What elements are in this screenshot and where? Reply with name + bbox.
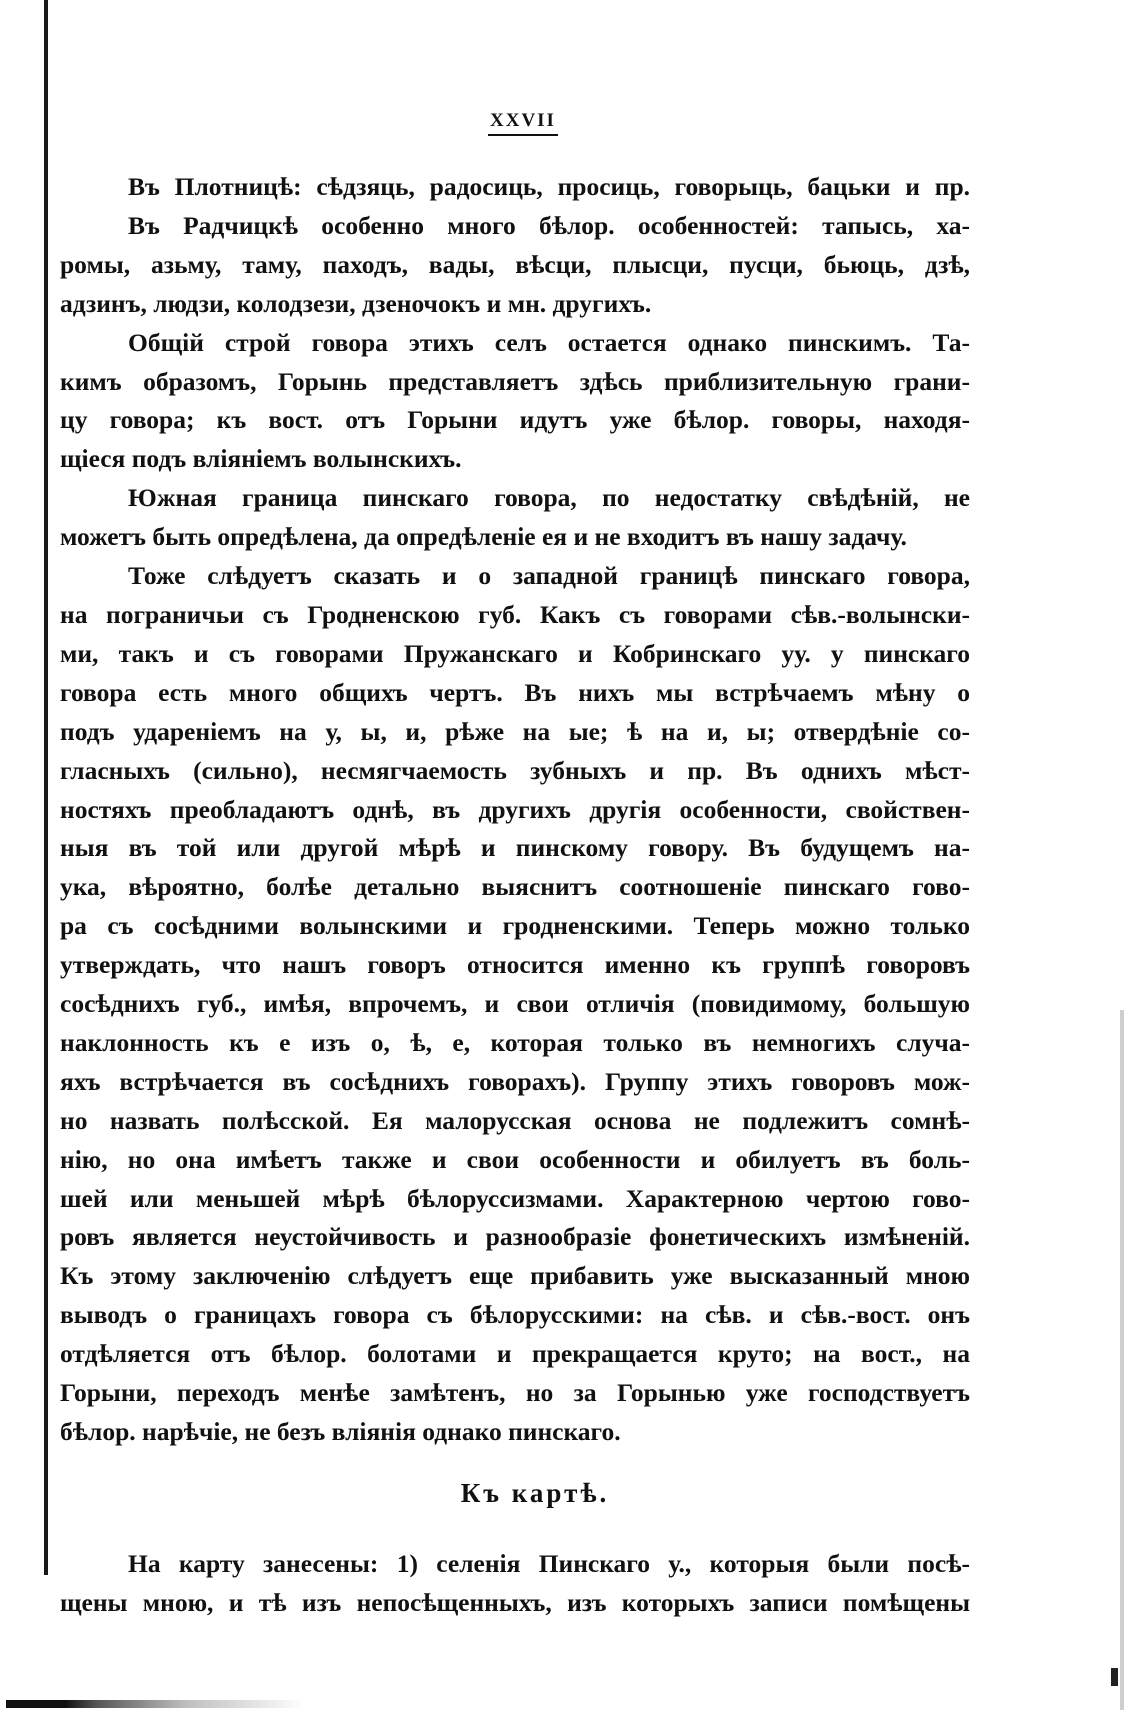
text-line: ука, вѣроятно, болѣе детально выяснитъ соотношеніе пинскаго гово- xyxy=(60,872,970,902)
text-line: адзинъ, людзи, колодзези, дзеночокъ и мн. другихъ. xyxy=(60,288,652,318)
text-line: На карту занесены: 1) селенія Пинскаго у., которыя были посѣ- xyxy=(128,1548,970,1578)
text-line: подъ удареніемъ на у, ы, и, рѣже на ые; ѣ на и, ы; отвердѣніе со- xyxy=(60,716,970,746)
text-line: на пограничьи съ Гродненскою губ. Какъ съ говорами сѣв.-волынски- xyxy=(60,599,970,629)
paragraph xyxy=(60,557,970,1452)
text-line: ностяхъ преобладаютъ однѣ, въ другихъ другія особенности, свойствен- xyxy=(60,794,970,824)
text-line: говора есть много общихъ чертъ. Въ нихъ мы встрѣчаемъ мѣну о xyxy=(60,677,970,707)
text-line: ми, такъ и съ говорами Пружанскаго и Кобринскаго уу. у пинскаго xyxy=(60,638,970,668)
text-line: Южная граница пинскаго говора, по недостатку свѣдѣній, не xyxy=(128,483,970,513)
binding-mark xyxy=(44,880,47,910)
text-line: яхъ встрѣчается въ сосѣднихъ говорахъ). Группу этихъ говоровъ мож- xyxy=(60,1066,970,1096)
text-line: отдѣляется отъ бѣлор. болотами и прекращается круто; на вост., на xyxy=(60,1339,970,1369)
section-heading: Къ картѣ. xyxy=(460,1477,610,1508)
text-line: ромы, азьму, таму, паходъ, вады, вѣсци, плысци, пусци, бьюць, дзѣ, xyxy=(60,249,970,279)
page-binding-edge xyxy=(44,0,48,1575)
text-line: бѣлор. нарѣчіе, не безъ вліянія однако пинскаго. xyxy=(60,1417,621,1446)
text-line: Въ Радчицкѣ особенно много бѣлор. особенностей: тапысь, ха- xyxy=(128,210,970,240)
page-edge-shadow xyxy=(1120,1010,1124,1710)
page-edge-mark xyxy=(1111,1668,1118,1686)
text-line: но назвать полѣсской. Ея малорусская основа не подлежитъ сомнѣ- xyxy=(60,1105,970,1135)
binding-mark xyxy=(44,410,47,450)
text-line: нію, но она имѣетъ также и свои особенности и обилуетъ въ боль- xyxy=(60,1144,970,1174)
paragraph xyxy=(60,324,970,480)
text-line: шей или меньшей мѣрѣ бѣлоруссизмами. Характерною чертою гово- xyxy=(60,1183,970,1213)
text-line: Общій строй говора этихъ селъ остается однако пинскимъ. Та- xyxy=(128,327,970,357)
text-line: цу говора; къ вост. отъ Горыни идутъ уже бѣлор. говоры, находя- xyxy=(60,405,970,435)
text-line: щены мною, и тѣ изъ непосѣщенныхъ, изъ которыхъ записи помѣщены xyxy=(60,1587,970,1617)
text-line: ныя въ той или другой мѣрѣ и пинскому говору. Въ будущемъ на- xyxy=(60,833,970,863)
text-line: ра съ сосѣдними волынскими и гродненскими. Теперь можно только xyxy=(60,911,970,941)
text-line: Въ Плотницѣ: сѣдзяць, радосиць, просиць, говорыць, бацьки и пр. xyxy=(128,172,970,201)
text-line: Тоже слѣдуетъ сказать и о западной границѣ пинскаго говора, xyxy=(128,561,970,591)
page-number: XXVII xyxy=(488,110,558,136)
paragraph xyxy=(60,479,970,557)
text-line: гласныхъ (сильно), несмягчаемость зубныхъ и пр. Въ однихъ мѣст- xyxy=(60,755,970,785)
paragraph xyxy=(60,1545,970,1623)
text-line: сосѣднихъ губ., имѣя, впрочемъ, и свои отличія (повидимому, большую xyxy=(60,989,970,1019)
text-line: Горыни, переходъ менѣе замѣтенъ, но за Горынью уже господствуетъ xyxy=(60,1378,970,1408)
text-line: выводъ о границахъ говора съ бѣлорусскими: на сѣв. и сѣв.-вост. онъ xyxy=(60,1300,970,1330)
text-line: утверждать, что нашъ говоръ относится именно къ группѣ говоровъ xyxy=(60,950,970,980)
paragraph xyxy=(60,168,970,324)
text-line: щіеся подъ вліяніемъ волынскихъ. xyxy=(60,444,462,474)
body-text xyxy=(60,168,970,1623)
text-line: наклонность къ е изъ о, ѣ, е, которая только въ немногихъ случа- xyxy=(60,1027,970,1057)
scan-smudge xyxy=(6,1700,306,1708)
text-line: ровъ является неустойчивость и разнообразіе фонетическихъ измѣненій. xyxy=(60,1222,970,1252)
text-line: Къ этому заключенію слѣдуетъ еще прибавить уже высказанный мною xyxy=(60,1261,970,1291)
text-line: можетъ быть опредѣлена, да опредѣленіе ея и не входитъ въ нашу задачу. xyxy=(60,522,907,552)
text-line: кимъ образомъ, Горынь представляетъ здѣсь приблизительную грани- xyxy=(60,366,970,396)
